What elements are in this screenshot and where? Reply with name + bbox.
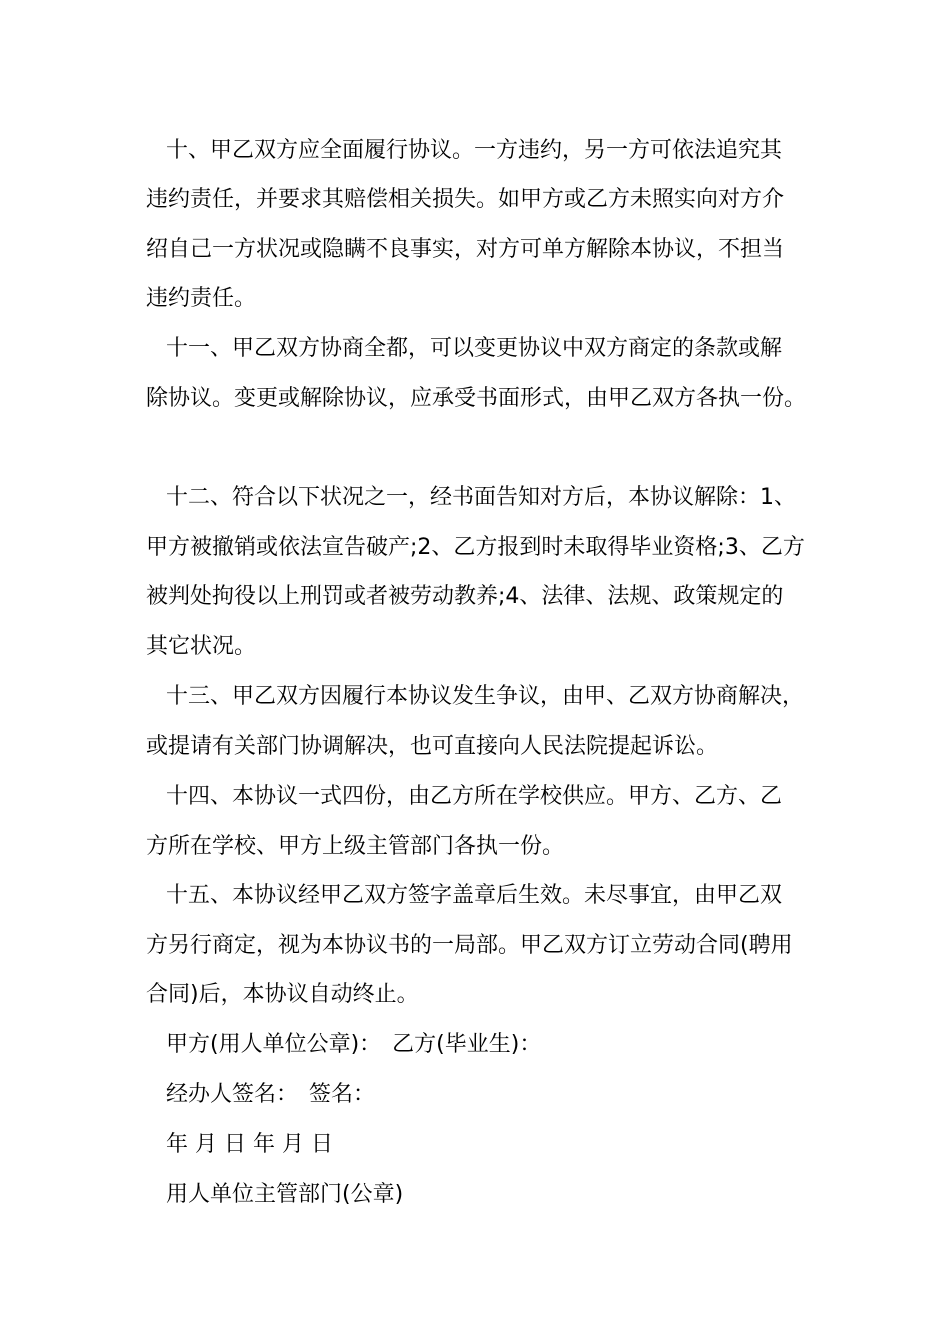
clause-10-line-2: 违约责任，并要求其赔偿相关损失。如甲方或乙方未照实向对方介 [146, 187, 785, 212]
clause-12-line-1: 十二、符合以下状况之一，经书面告知对方后，本协议解除：1、 [166, 485, 796, 510]
clause-14-line-1: 十四、本协议一式四份，由乙方所在学校供应。甲方、乙方、乙 [166, 784, 783, 809]
clause-10-line-1: 十、甲乙双方应全面履行协议。一方违约，另一方可依法追究其 [166, 138, 783, 163]
signature-signers: 经办人签名： 签名： [166, 1082, 376, 1107]
signature-parties: 甲方(用人单位公章)： 乙方(毕业生)： [166, 1032, 542, 1057]
clause-14-line-2: 方所在学校、甲方上级主管部门各执一份。 [146, 834, 565, 859]
clause-10-line-4: 违约责任。 [146, 286, 257, 311]
clause-12-line-4: 其它状况。 [146, 634, 257, 659]
clause-11-line-1: 十一、甲乙双方协商全都，可以变更协议中双方商定的条款或解 [166, 336, 783, 361]
clause-15-line-1: 十五、本协议经甲乙双方签字盖章后生效。未尽事宜，由甲乙双 [166, 883, 783, 908]
clause-13-line-1: 十三、甲乙双方因履行本协议发生争议，由甲、乙双方协商解决， [166, 684, 805, 709]
clause-13-line-2: 或提请有关部门协调解决，也可直接向人民法院提起诉讼。 [146, 734, 719, 759]
clause-11-line-2: 除协议。变更或解除协议，应承受书面形式，由甲乙双方各执一份。 [146, 386, 807, 411]
clause-10-line-3: 绍自己一方状况或隐瞒不良事实，对方可单方解除本协议，不担当 [146, 237, 785, 262]
clause-12-line-3: 被判处拘役以上刑罚或者被劳动教养;4、法律、法规、政策规定的 [146, 584, 784, 609]
supervising-department-seal: 用人单位主管部门(公章) [166, 1182, 404, 1207]
clause-15-line-2: 方另行商定，视为本协议书的一局部。甲乙双方订立劳动合同(聘用 [146, 933, 793, 958]
signature-dates: 年 月 日 年 月 日 [166, 1132, 333, 1157]
clause-15-line-3: 合同)后，本协议自动终止。 [146, 982, 419, 1007]
clause-12-line-2: 甲方被撤销或依法宣告破产;2、乙方报到时未取得毕业资格;3、乙方 [146, 535, 805, 560]
